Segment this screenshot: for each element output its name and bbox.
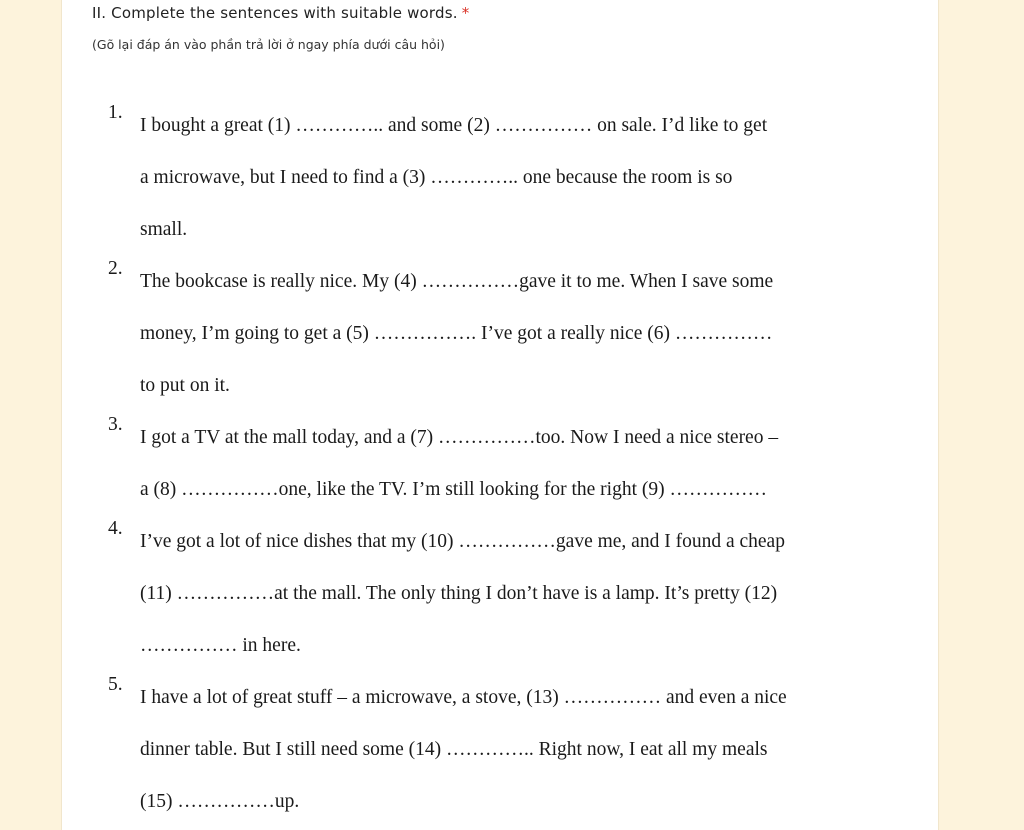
item-number: 4.	[108, 518, 123, 539]
item-number: 1.	[108, 102, 123, 123]
exercise-item-2	[106, 258, 906, 414]
sentence-line: (15) ……………up.	[140, 791, 300, 812]
question-title	[92, 4, 469, 22]
sentence-line: (11) ……………at the mall. The only thing I don’t have is a lamp. It’s pretty (12)	[140, 583, 778, 604]
sentence-line: I got a TV at the mall today, and a (7) ……………too. Now I need a nice stereo –	[140, 427, 779, 448]
exercise-item-1	[106, 102, 906, 258]
question-title-text: II. Complete the sentences with suitable words.	[92, 4, 458, 22]
sentence-line: a microwave, but I need to find a (3) ………….. one because the room is so	[140, 167, 733, 188]
exercise-list	[106, 102, 906, 830]
sentence-line: money, I’m going to get a (5) ……………. I’ve got a really nice (6) ……………	[140, 323, 773, 344]
sentence-line: The bookcase is really nice. My (4) ……………gave it to me. When I save some	[140, 271, 774, 292]
question-card	[62, 0, 938, 830]
sentence-line: small.	[140, 219, 188, 240]
sentence-line: dinner table. But I still need some (14) ………….. Right now, I eat all my meals	[140, 739, 768, 760]
item-number: 2.	[108, 258, 123, 279]
sentence-line: …………… in here.	[140, 635, 301, 656]
sentence-line: a (8) ……………one, like the TV. I’m still looking for the right (9) ……………	[140, 479, 767, 500]
question-instruction: (Gõ lại đáp án vào phần trả lời ở ngay phía dưới câu hỏi)	[92, 37, 445, 52]
exercise-item-3	[106, 414, 906, 518]
sentence-line: to put on it.	[140, 375, 230, 396]
sentence-line: I bought a great (1) ………….. and some (2) …………… on sale. I’d like to get	[140, 115, 768, 136]
item-number: 3.	[108, 414, 123, 435]
sentence-line: I have a lot of great stuff – a microwave, a stove, (13) …………… and even a nice	[140, 687, 787, 708]
required-marker: *	[461, 4, 470, 22]
sentence-line: I’ve got a lot of nice dishes that my (10) ……………gave me, and I found a cheap	[140, 531, 785, 552]
exercise-item-4	[106, 518, 906, 674]
item-number: 5.	[108, 674, 123, 695]
exercise-item-5	[106, 674, 906, 830]
